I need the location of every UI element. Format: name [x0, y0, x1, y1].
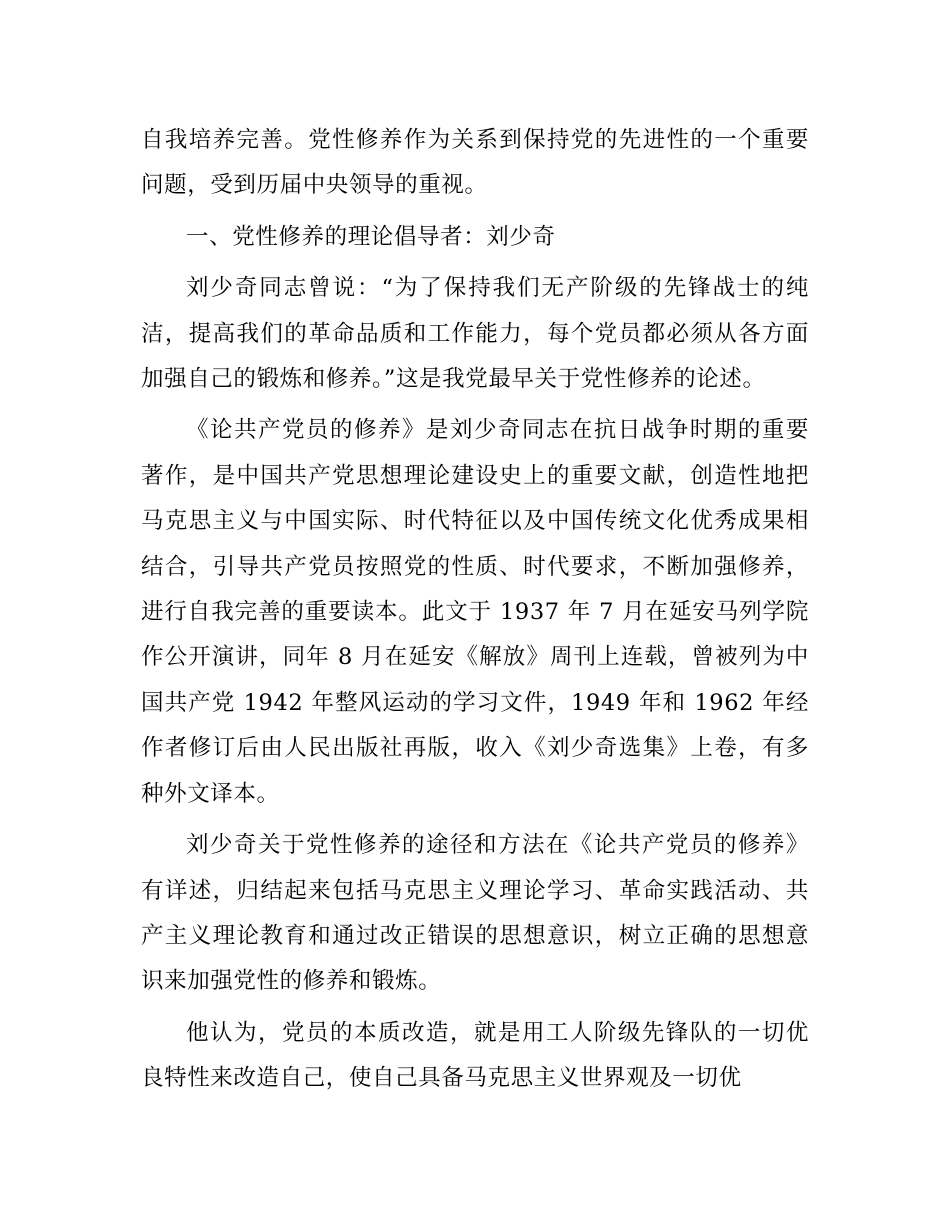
section-heading: 一、党性修养的理论倡导者：刘少奇 [186, 223, 556, 250]
document-body [141, 118, 809, 1102]
paragraph-transformation: 他认为，党员的本质改造，就是用工人阶级先锋队的一切优良特性来改造自己，使自己具备马克思主义世界观及一切优 [141, 1019, 809, 1092]
paragraph-continuation: 自我培养完善。党性修养作为关系到保持党的先进性的一个重要问题，受到历届中央领导的重视。 [141, 127, 809, 199]
paragraph-book-intro: 《论共产党员的修养》是刘少奇同志在抗日战争时期的重要著作，是中国共产党思想理论建设史上的重要文献，创造性地把马克思主义与中国实际、时代特征以及中国传统文化优秀成果相结合，引导共产党员按照党的性质、时代要求，不断加强修养，进行自我完善的重要读本。此文于 1937 年 7 月在延安马列学院作公开演讲，同年 8 月在延安《解放》周刊上连载，曾被列为中国共产党 1942 年整风运动的学习文件，1949 年和 1962 年经作者修订后由人民出版社再版，收入《刘少奇选集》上卷，有多种外文译本。 [141, 417, 809, 807]
paragraph-methods: 刘少奇关于党性修养的途径和方法在《论共产党员的修养》有详述，归结起来包括马克思主义理论学习、革命实践活动、共产主义理论教育和通过改正错误的思想意识，树立正确的思想意识来加强党性的修养和锻炼。 [141, 832, 809, 995]
paragraph-quote: 刘少奇同志曾说：“为了保持我们无产阶级的先锋战士的纯洁，提高我们的革命品质和工作能力，每个党员都必须从各方面加强自己的锻炼和修养。”这是我党最早关于党性修养的论述。 [141, 275, 809, 393]
